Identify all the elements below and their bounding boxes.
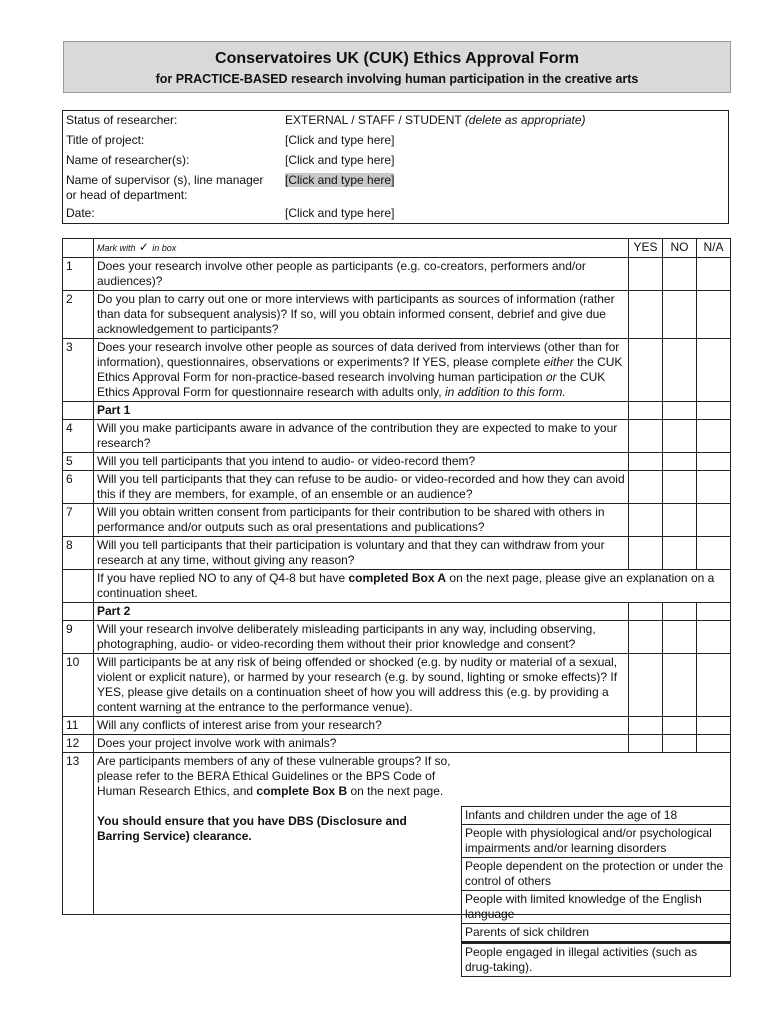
q12-no-box[interactable]	[663, 735, 697, 753]
status-options[interactable]: EXTERNAL / STAFF / STUDENT	[285, 113, 462, 127]
title-field[interactable]: [Click and type here]	[285, 133, 395, 147]
table-row: 5 Will you tell participants that you intend to audio- or video-record them?	[63, 453, 731, 471]
q11-na-box[interactable]	[697, 717, 731, 735]
q7-yes-box[interactable]	[629, 504, 663, 537]
q4-yes-box[interactable]	[629, 420, 663, 453]
na-header: N/A	[697, 239, 731, 258]
q5-yes-box[interactable]	[629, 453, 663, 471]
q1-na-box[interactable]	[697, 258, 731, 291]
question-1: Does your research involve other people as participants (e.g. co-creators, performers and/or audiences)?	[94, 258, 629, 291]
question-10: Will participants be at any risk of being offended or shocked (e.g. by nudity or material of a sexual, violent or explicit nature), or harmed by your research (e.g. by sound, lighting or smoke effects)? If YES, please give details on a continuation sheet of how you will address this (e.g. by providing a content warning at the entrance to the performance venue).	[94, 654, 629, 717]
q9-no-box[interactable]	[663, 621, 697, 654]
supervisor-label-1: Name of supervisor (s), line manager	[66, 173, 264, 187]
q2-na-box[interactable]	[697, 291, 731, 339]
question-4: Will you make participants aware in advance of the contribution they are expected to make to your research?	[94, 420, 629, 453]
q1-yes-box[interactable]	[629, 258, 663, 291]
table-row: 3 Does your research involve other people as sources of data derived from interviews (other than for information), questionnaires, observations or experiments? If YES, please complete either the CUK Ethics Approval Form for non-practice-based research involving human participation or the CUK Ethics Approval Form for questionnaire research with adults only, in addition to this form.	[63, 339, 731, 402]
table-row: 13 Are participants members of any of these vulnerable groups? If so, please refer to the BERA Ethical Guidelines or the BPS Code of Human Research Ethics, and complete Box B on the next page. You should ensure that you have DBS (Disclosure and Barring Service) clearance.	[63, 753, 731, 915]
q12-na-box[interactable]	[697, 735, 731, 753]
table-row: 8 Will you tell participants that their participation is voluntary and that they can withdraw from your research at any time, without giving any reason?	[63, 537, 731, 570]
table-row: 12 Does your project involve work with animals?	[63, 735, 731, 753]
number-header	[63, 239, 94, 258]
q5-no-box[interactable]	[663, 453, 697, 471]
question-13: Are participants members of any of these vulnerable groups? If so, please refer to the BERA Ethical Guidelines or the BPS Code of Human Research Ethics, and complete Box B on the next page. You should ensure that you have DBS (Disclosure and Barring Service) clearance.	[94, 753, 731, 915]
researcher-info-box	[62, 110, 729, 224]
date-label: Date:	[66, 206, 95, 220]
table-row: 11 Will any conflicts of interest arise from your research?	[63, 717, 731, 735]
name-label: Name of researcher(s):	[66, 153, 190, 167]
question-7: Will you obtain written consent from participants for their contribution to be shared with others in performance and/or outputs such as oral presentations and publications?	[94, 504, 629, 537]
q2-yes-box[interactable]	[629, 291, 663, 339]
yes-header: YES	[629, 239, 663, 258]
q8-na-box[interactable]	[697, 537, 731, 570]
q6-yes-box[interactable]	[629, 471, 663, 504]
question-8: Will you tell participants that their participation is voluntary and that they can withdraw from your research at any time, without giving any reason?	[94, 537, 629, 570]
q10-no-box[interactable]	[663, 654, 697, 717]
no-header: NO	[663, 239, 697, 258]
box-a-note-row	[63, 570, 731, 603]
status-label: Status of researcher:	[66, 113, 178, 127]
q7-na-box[interactable]	[697, 504, 731, 537]
q9-yes-box[interactable]	[629, 621, 663, 654]
q3-na-box[interactable]	[697, 339, 731, 402]
date-field[interactable]: [Click and type here]	[285, 206, 395, 220]
q7-no-box[interactable]	[663, 504, 697, 537]
table-row: 7 Will you obtain written consent from participants for their contribution to be shared with others in performance and/or outputs such as oral presentations and publications?	[63, 504, 731, 537]
part-1-row	[63, 402, 731, 420]
q6-na-box[interactable]	[697, 471, 731, 504]
part-2-heading: Part 2	[94, 603, 629, 621]
list-item: People engaged in illegal activities (such as drug-taking).	[462, 942, 730, 976]
q8-yes-box[interactable]	[629, 537, 663, 570]
question-3: Does your research involve other people as sources of data derived from interviews (other than for information), questionnaires, observations or experiments? If YES, please complete either the CUK Ethics Approval Form for non-practice-based research involving human participation or the CUK Ethics Approval Form for questionnaire research with adults only, in addition to this form.	[94, 339, 629, 402]
table-row: 4 Will you make participants aware in advance of the contribution they are expected to make to your research?	[63, 420, 731, 453]
q12-yes-box[interactable]	[629, 735, 663, 753]
form-subtitle: for PRACTICE-BASED research involving human participation in the creative arts	[155, 72, 639, 86]
q10-na-box[interactable]	[697, 654, 731, 717]
question-6: Will you tell participants that they can refuse to be audio- or video-recorded and how they can avoid this if they are members, for example, of an ensemble or an audience?	[94, 471, 629, 504]
table-row: 6 Will you tell participants that they can refuse to be audio- or video-recorded and how they can avoid this if they are members, for example, of an ensemble or an audience?	[63, 471, 731, 504]
q4-na-box[interactable]	[697, 420, 731, 453]
vulnerable-groups-list	[461, 806, 731, 977]
question-11: Will any conflicts of interest arise from your research?	[94, 717, 629, 735]
q2-no-box[interactable]	[663, 291, 697, 339]
supervisor-field[interactable]: [Click and type here]	[285, 173, 395, 187]
title-label: Title of project:	[66, 133, 145, 147]
dbs-note: You should ensure that you have DBS (Disclosure and Barring Service) clearance.	[97, 814, 407, 843]
q9-na-box[interactable]	[697, 621, 731, 654]
check-icon: ✓	[138, 240, 149, 254]
q3-no-box[interactable]	[663, 339, 697, 402]
name-field[interactable]: [Click and type here]	[285, 153, 395, 167]
question-2: Do you plan to carry out one or more interviews with participants as sources of information (rather than data for subsequent analysis)? If so, will you obtain informed consent, debrief and give due acknowledgement to participants?	[94, 291, 629, 339]
q10-yes-box[interactable]	[629, 654, 663, 717]
table-row: 2 Do you plan to carry out one or more interviews with participants as sources of information (rather than data for subsequent analysis)? If so, will you obtain informed consent, debrief and give due acknowledgement to participants?	[63, 291, 731, 339]
list-item: People with physiological and/or psychological impairments and/or learning disorders	[462, 825, 730, 858]
q3-yes-box[interactable]	[629, 339, 663, 402]
question-9: Will your research involve deliberately misleading participants in any way, including observing, photographing, audio- or video-recording them without their prior knowledge and consent?	[94, 621, 629, 654]
form-header	[63, 41, 731, 93]
list-item: Infants and children under the age of 18	[462, 807, 730, 825]
list-item: People with limited knowledge of the English language	[462, 891, 730, 924]
mark-instruction: Mark with ✓ in box	[94, 239, 629, 258]
form-title: Conservatoires UK (CUK) Ethics Approval Form	[215, 50, 579, 67]
table-row: 1 Does your research involve other people as participants (e.g. co-creators, performers and/or audiences)?	[63, 258, 731, 291]
q5-na-box[interactable]	[697, 453, 731, 471]
box-a-note: If you have replied NO to any of Q4-8 but have completed Box A on the next page, please give an explanation on a continuation sheet.	[94, 570, 731, 603]
question-5: Will you tell participants that you intend to audio- or video-record them?	[94, 453, 629, 471]
q11-no-box[interactable]	[663, 717, 697, 735]
question-12: Does your project involve work with animals?	[94, 735, 629, 753]
q4-no-box[interactable]	[663, 420, 697, 453]
supervisor-label-2: or head of department:	[66, 188, 188, 202]
table-row: 10 Will participants be at any risk of being offended or shocked (e.g. by nudity or material of a sexual, violent or explicit nature), or harmed by your research (e.g. by sound, lighting or smoke effects)? If YES, please give details on a continuation sheet of how you will address this (e.g. by providing a content warning at the entrance to the performance venue).	[63, 654, 731, 717]
q1-no-box[interactable]	[663, 258, 697, 291]
status-value	[285, 113, 586, 128]
table-header-row	[63, 239, 731, 258]
list-item: People dependent on the protection or under the control of others	[462, 858, 730, 891]
q11-yes-box[interactable]	[629, 717, 663, 735]
part-2-row	[63, 603, 731, 621]
part-1-heading: Part 1	[94, 402, 629, 420]
q8-no-box[interactable]	[663, 537, 697, 570]
status-note: (delete as appropriate)	[464, 113, 586, 127]
list-item: Parents of sick children	[462, 924, 730, 942]
table-row: 9 Will your research involve deliberately misleading participants in any way, including observing, photographing, audio- or video-recording them without their prior knowledge and consent?	[63, 621, 731, 654]
q6-no-box[interactable]	[663, 471, 697, 504]
